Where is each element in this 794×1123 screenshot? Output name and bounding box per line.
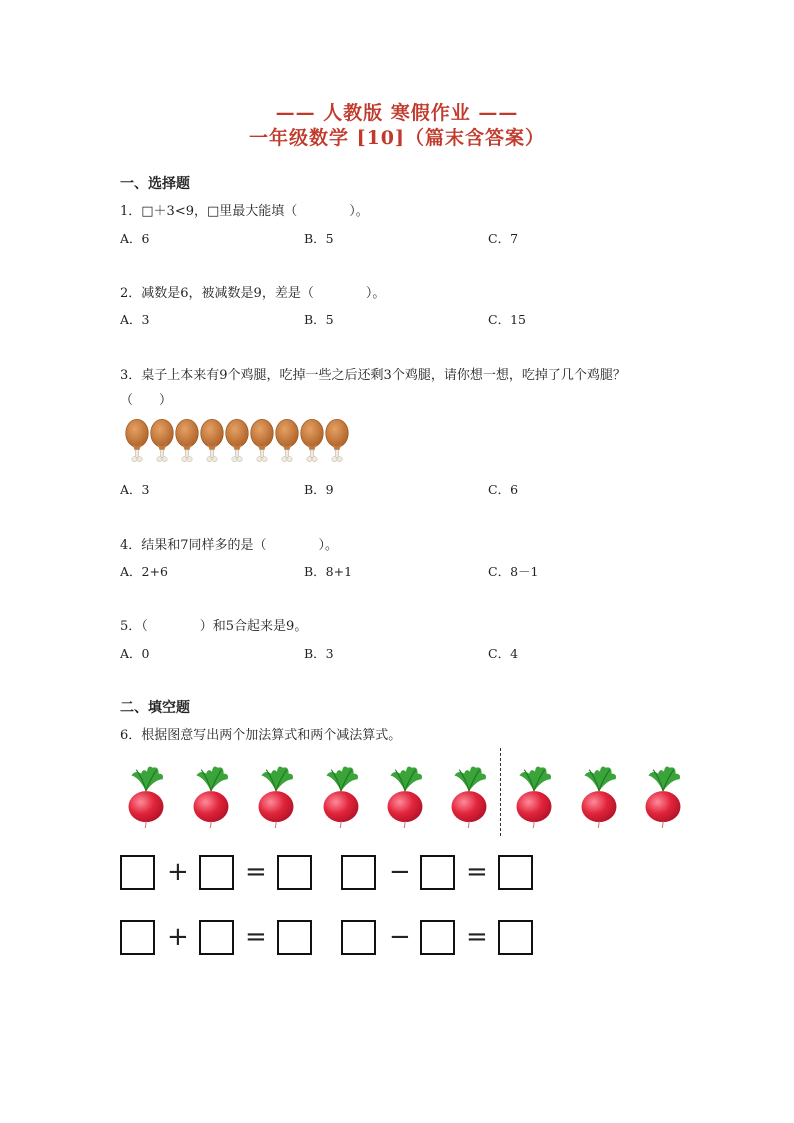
q4-option-b: B．8+1	[304, 564, 353, 579]
radish-icon	[380, 760, 430, 828]
q5-option-c: C．4	[488, 646, 519, 661]
q1-option-c: C．7	[488, 231, 519, 246]
question-1: 1．□＋3<9，□里最大能填（ ）。	[120, 204, 369, 219]
q3-option-b: B．9	[304, 482, 334, 497]
answer-box[interactable]	[277, 920, 312, 955]
q5-option-b: B．3	[304, 646, 334, 661]
equals-sign: =	[245, 857, 267, 887]
question-5: 5．（ ）和5合起来是9。	[120, 619, 308, 634]
radish-icon	[509, 760, 559, 828]
question-6: 6．根据图意写出两个加法算式和两个减法算式。	[120, 728, 402, 743]
radish-icon	[121, 760, 171, 828]
radish-icon	[574, 760, 624, 828]
minus-sign: −	[389, 857, 411, 887]
equals-sign: =	[245, 922, 267, 952]
equals-sign: =	[466, 857, 488, 887]
q4-option-a: A．2+6	[120, 564, 168, 579]
minus-sign: −	[389, 922, 411, 952]
title-line-1: —— 人教版 寒假作业 ——	[275, 102, 519, 124]
q1-option-b: B．5	[304, 231, 334, 246]
q3-option-a: A．3	[120, 482, 150, 497]
q5-option-a: A．0	[120, 646, 150, 661]
drumstick-icon	[149, 416, 175, 466]
section-1-heading: 一、选择题	[120, 176, 190, 192]
plus-sign: +	[167, 922, 189, 952]
answer-box[interactable]	[120, 920, 155, 955]
equals-sign: =	[466, 922, 488, 952]
drumstick-icon	[274, 416, 300, 466]
q2-option-c: C．15	[488, 312, 526, 327]
answer-box[interactable]	[120, 855, 155, 890]
q2-option-a: A．3	[120, 312, 150, 327]
title-line-2: 一年级数学 [10]（篇末含答案）	[248, 127, 546, 149]
question-3: 3．桌子上本来有9个鸡腿，吃掉一些之后还剩3个鸡腿，请你想一想，吃掉了几个鸡腿？	[120, 368, 626, 383]
drumstick-icon	[224, 416, 250, 466]
answer-box[interactable]	[199, 920, 234, 955]
radish-icon	[186, 760, 236, 828]
q3-option-c: C．6	[488, 482, 519, 497]
answer-box[interactable]	[341, 920, 376, 955]
drumstick-icon	[174, 416, 200, 466]
q2-option-b: B．5	[304, 312, 334, 327]
radish-icon	[638, 760, 688, 828]
radish-icon	[251, 760, 301, 828]
drumstick-icon	[324, 416, 350, 466]
answer-box[interactable]	[277, 855, 312, 890]
q1-option-a: A．6	[120, 231, 150, 246]
answer-box[interactable]	[341, 855, 376, 890]
answer-box[interactable]	[199, 855, 234, 890]
drumstick-icon	[199, 416, 225, 466]
answer-box[interactable]	[420, 920, 455, 955]
drumstick-icon	[249, 416, 275, 466]
plus-sign: +	[167, 857, 189, 887]
answer-box[interactable]	[498, 855, 533, 890]
drumstick-icon	[124, 416, 150, 466]
question-3-blank: （ ）	[120, 393, 173, 408]
q4-option-c: C．8－1	[488, 564, 539, 579]
question-2: 2．减数是6，被减数是9，差是（ ）。	[120, 286, 386, 301]
question-4: 4．结果和7同样多的是（ ）。	[120, 538, 339, 553]
drumstick-icon	[299, 416, 325, 466]
answer-box[interactable]	[420, 855, 455, 890]
radish-icon	[444, 760, 494, 828]
radish-icon	[316, 760, 366, 828]
answer-box[interactable]	[498, 920, 533, 955]
radish-divider	[500, 748, 501, 836]
section-2-heading: 二、填空题	[120, 700, 190, 716]
